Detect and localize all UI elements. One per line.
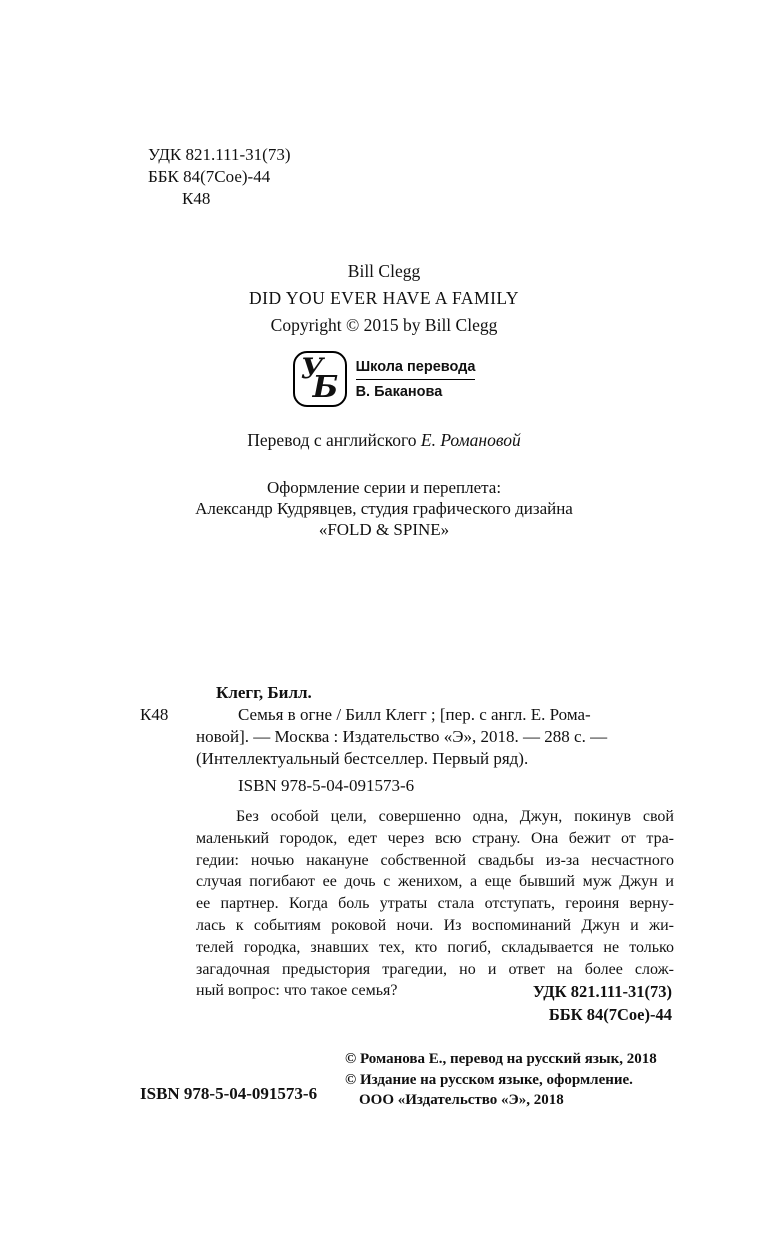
logo-monogram-bottom: Б xyxy=(312,370,339,405)
udk-code: УДК 821.111-31(73) xyxy=(148,145,291,164)
copyright-translation: © Романова Е., перевод на русский язык, 2018 xyxy=(345,1051,657,1067)
catalog-entry: Семья в огне / Билл Клегг ; [пер. с англ. Е. Рома- новой]. — Москва : Издательство «Э», 2018. — 288 с. — (Интеллектуальный бестселлер. Первый ряд). xyxy=(196,705,608,768)
original-title: DID YOU EVER HAVE A FAMILY xyxy=(248,288,520,308)
bottom-classification-codes xyxy=(533,980,672,1026)
bottom-udk-code: УДК 821.111-31(73) xyxy=(532,982,672,1001)
publisher-logo xyxy=(0,351,768,407)
original-author: Bill Clegg xyxy=(347,261,421,281)
catalog-card xyxy=(140,682,676,770)
publisher-logo-icon xyxy=(293,351,347,407)
bbk-code: ББК 84(7Сое)-44 xyxy=(148,167,271,186)
catalog-author: Клегг, Билл. xyxy=(216,683,312,702)
design-credit-line3: «FOLD & SPINE» xyxy=(318,520,450,539)
copyright-edition: © Издание на русском языке, оформление. xyxy=(345,1071,633,1088)
design-credit-line2: Александр Кудрявцев, студия графического дизайна xyxy=(195,499,573,518)
translation-prefix: Перевод с английского xyxy=(247,430,421,450)
design-credit-line1: Оформление серии и переплета: xyxy=(266,478,502,497)
translator-name: Е. Романовой xyxy=(420,430,521,450)
logo-monogram-top: У xyxy=(300,352,324,385)
original-copyright: Copyright © 2015 by Bill Clegg xyxy=(270,315,498,335)
translation-credit xyxy=(0,430,768,451)
imprint-copyrights xyxy=(345,1049,657,1111)
publisher-logo-text xyxy=(356,358,476,401)
logo-text-line2: В. Баканова xyxy=(355,383,443,400)
annotation-paragraph: Без особой цели, совершенно одна, Джун, покинув свой маленький городок, едет через всю страну. Она бежит от тра- гедии: ночью накануне собственной свадьбы из-за несчастного случая погибают ее дочь с женихом, а еще бывший муж Джун и ее партнер. Когда боль утраты стала отступать, героиня верну- лась к событиям роковой ночи. Из воспоминаний Джун и жи- телей городка, знавших тех, кто погиб, складывается не только загадочная предыстория трагедии, но и ответ на более слож- ный вопрос: что такое семья? xyxy=(196,808,674,1000)
copyright-publisher: ООО «Издательство «Э», 2018 xyxy=(359,1092,564,1108)
catalog-entry-row xyxy=(140,704,676,770)
catalog-code: К48 xyxy=(140,705,169,724)
imprint-isbn: ISBN 978-5-04-091573-6 xyxy=(140,1084,318,1103)
author-sign-code: К48 xyxy=(182,189,211,208)
top-classification-codes xyxy=(148,144,290,210)
logo-divider xyxy=(356,379,476,380)
bottom-bbk-code: ББК 84(7Сое)-44 xyxy=(548,1005,672,1024)
original-title-block xyxy=(0,258,768,339)
catalog-isbn: ISBN 978-5-04-091573-6 xyxy=(238,776,415,795)
logo-text-line1: Школа перевода xyxy=(355,358,476,375)
series-design-credit xyxy=(0,477,768,540)
